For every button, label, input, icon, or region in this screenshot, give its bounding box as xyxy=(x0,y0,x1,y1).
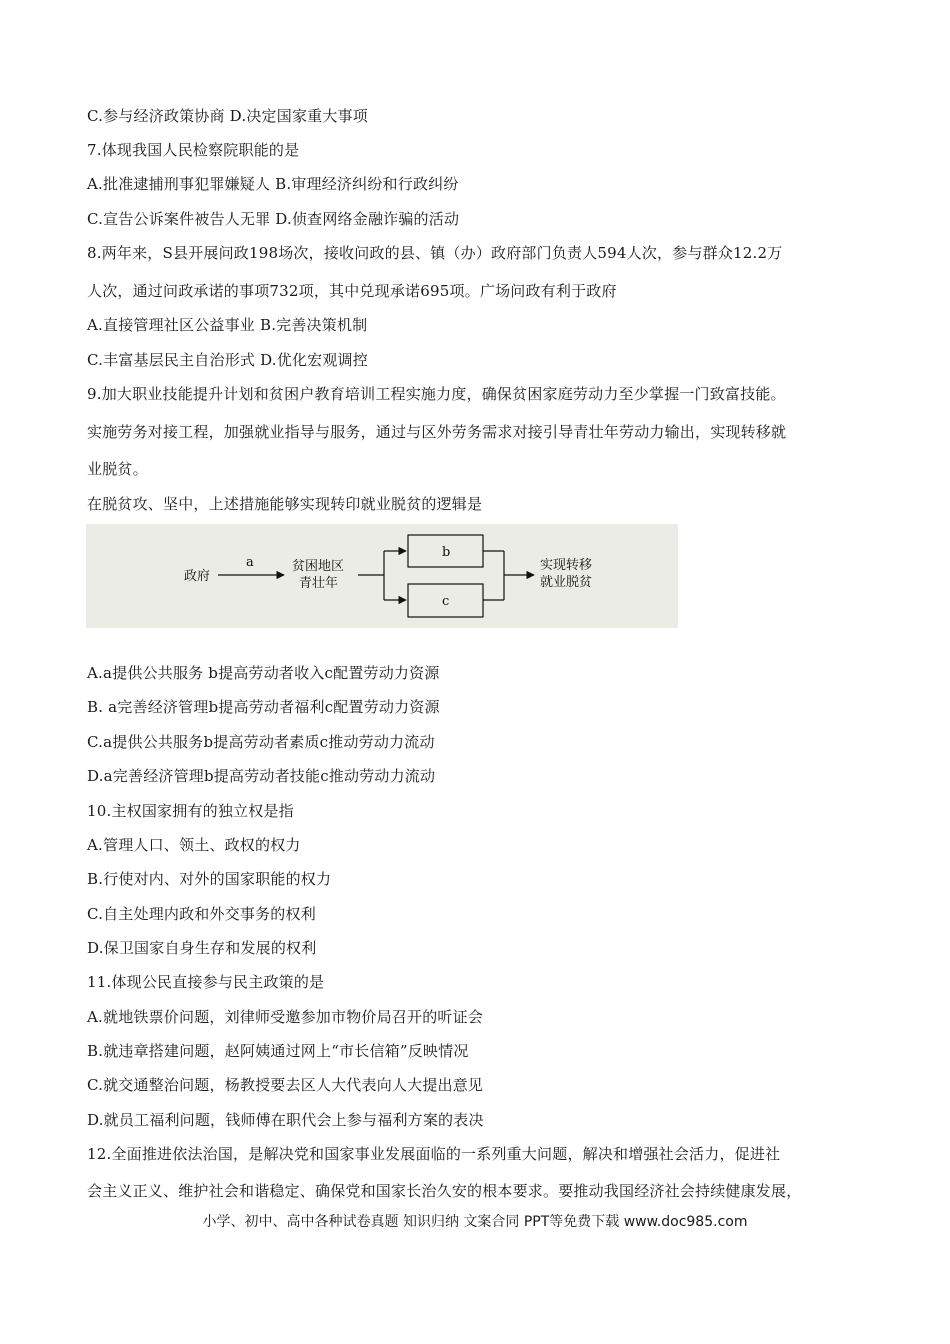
result-label-2: 就业脱贫 xyxy=(540,575,593,590)
option-b: B. a完善经济管理b提高劳动者福利c配置劳动力资源 xyxy=(87,698,440,716)
option-b: B.行使对内、对外的国家职能的权力 xyxy=(87,870,332,888)
text-line: 人次，通过问政承诺的事项732项，其中兑现承诺695项。广场问政有利于政府 xyxy=(87,282,617,300)
text-line: 实施劳务对接工程，加强就业指导与服务，通过与区外劳务需求对接引导青壮年劳动力输出，实现转移就 xyxy=(87,423,787,441)
option-c: C.自主处理内政和外交事务的权利 xyxy=(87,905,316,923)
option-c: C.a提供公共服务b提高劳动者素质c推动劳动力流动 xyxy=(87,733,435,751)
label-c: c xyxy=(442,594,450,609)
question-8: 8.两年来，S县开展问政198场次，接收问政的县、镇（办）政府部门负责人594人次，参与群众12.2万 xyxy=(87,244,783,262)
option-d: D.保卫国家自身生存和发展的权利 xyxy=(87,939,317,957)
result-label-1: 实现转移 xyxy=(540,558,593,573)
question-7: 7.体现我国人民检察院职能的是 xyxy=(87,141,300,159)
government-label: 政府 xyxy=(184,569,211,584)
question-12: 12.全面推进依法治国，是解决党和国家事业发展面临的一系列重大问题，解决和增强社会活力，促进社 xyxy=(87,1145,781,1163)
text-line: C.参与经济政策协商 D.决定国家重大事项 xyxy=(87,107,368,125)
option-d: D.就员工福利问题，钱师傅在职代会上参与福利方案的表决 xyxy=(87,1111,484,1129)
option-d: D.a完善经济管理b提高劳动者技能c推动劳动力流动 xyxy=(87,767,436,785)
text-line: 会主义正义、维护社会和谐稳定、确保党和国家长治久安的根本要求。要推动我国经济社会持续健康发展， xyxy=(87,1182,802,1200)
option-a: A.a提供公共服务 b提高劳动者收入c配置劳动力资源 xyxy=(87,664,440,682)
option-b: B.就违章搭建问题，赵阿姨通过网上“市长信箱”反映情况 xyxy=(87,1042,469,1060)
youth-label-1: 贫困地区 xyxy=(292,559,345,574)
text-line: 在脱贫攻、坚中，上述措施能够实现转印就业脱贫的逻辑是 xyxy=(87,495,483,513)
options-line: A.直接管理社区公益事业 B.完善决策机制 xyxy=(87,316,368,334)
option-a: A.管理人口、领土、政权的权力 xyxy=(87,836,301,854)
option-a: A.就地铁票价问题，刘律师受邀参加市物价局召开的听证会 xyxy=(87,1008,484,1026)
youth-label-2: 青壮年 xyxy=(299,576,339,591)
label-b: b xyxy=(442,545,451,560)
label-a: a xyxy=(246,555,254,570)
text-line: 业脱贫。 xyxy=(87,460,148,478)
footer-download-link[interactable]: 小学、初中、高中各种试卷真题 知识归纳 文案合同 PPT等免费下载 www.doc985.com xyxy=(202,1214,748,1230)
logic-diagram-svg xyxy=(86,524,678,628)
question-10: 10.主权国家拥有的独立权是指 xyxy=(87,802,294,820)
question-9: 9.加大职业技能提升计划和贫困户教育培训工程实施力度，确保贫困家庭劳动力至少掌握一门致富技能。 xyxy=(87,385,786,403)
option-c: C.就交通整治问题，杨教授要去区人大代表向人大提出意见 xyxy=(87,1076,484,1094)
options-line: C.宣告公诉案件被告人无罪 D.侦查网络金融诈骗的活动 xyxy=(87,210,460,228)
question-11: 11.体现公民直接参与民主政策的是 xyxy=(87,973,325,991)
options-line: A.批准逮捕刑事犯罪嫌疑人 B.审理经济纠纷和行政纠纷 xyxy=(87,175,459,193)
options-line: C.丰富基层民主自治形式 D.优化宏观调控 xyxy=(87,351,368,369)
logic-diagram xyxy=(86,524,678,628)
